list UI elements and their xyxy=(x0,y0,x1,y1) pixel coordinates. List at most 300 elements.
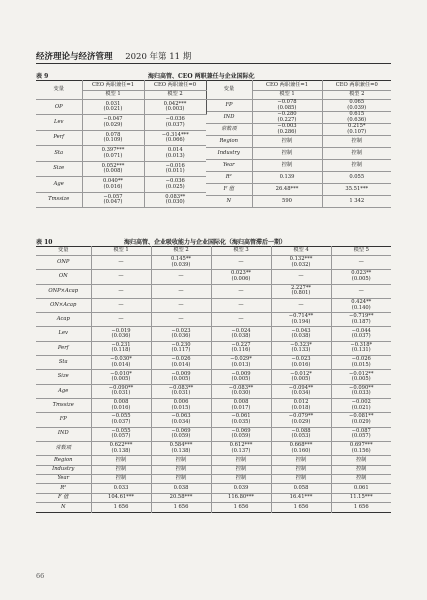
table-row xyxy=(36,398,391,412)
table10-cell xyxy=(331,503,391,512)
table10-cell xyxy=(91,484,151,493)
table9-var-label: 常数项 xyxy=(206,124,252,136)
table9-cell xyxy=(322,100,391,112)
cell-text: (0.015) xyxy=(351,361,371,368)
cell-text: 0.615 xyxy=(349,111,365,118)
cell-text: (0.005) xyxy=(171,376,191,383)
cell-text: (0.037) xyxy=(111,418,131,425)
table10-cell xyxy=(331,474,391,483)
table10-cell xyxy=(271,493,331,502)
cell-text: 0.038 xyxy=(173,484,189,491)
table-row xyxy=(36,384,391,398)
table-row xyxy=(36,465,391,474)
table9-col-dual1-right: CEO 两职兼任=1 xyxy=(252,81,322,91)
cell-text: 1 656 xyxy=(233,503,249,510)
table9-cell xyxy=(144,192,206,207)
cell-text: — xyxy=(178,316,184,323)
cell-text: (0.021) xyxy=(103,106,123,113)
table10-cell xyxy=(151,384,211,398)
table10-cell xyxy=(331,484,391,493)
cell-text: (0.286) xyxy=(277,128,297,135)
table9-var-label: FP xyxy=(206,100,252,112)
table10-cell xyxy=(271,441,331,455)
table9-var-label: IND xyxy=(206,112,252,124)
table10-cell xyxy=(91,427,151,441)
table-row xyxy=(36,284,391,298)
cell-text: 控制 xyxy=(351,149,362,156)
cell-text: −0.055 xyxy=(111,413,131,420)
running-header xyxy=(36,50,191,62)
cell-text: −0.323* xyxy=(290,341,312,348)
table10-var-label: ONP xyxy=(36,256,91,270)
table10-col-model-4: 模型 4 xyxy=(271,247,331,256)
table9-cell xyxy=(322,172,391,184)
cell-text: (0.133) xyxy=(291,347,311,354)
cell-text: (0.014) xyxy=(111,361,131,368)
table9-var-label: F 值 xyxy=(206,184,252,196)
table10 xyxy=(36,246,391,513)
table10-cell xyxy=(331,384,391,398)
table10-cell xyxy=(331,356,391,370)
cell-text: −0.026 xyxy=(171,356,191,363)
table10-cell xyxy=(271,298,331,312)
cell-text: 35.51*** xyxy=(345,186,369,192)
cell-text: (0.039) xyxy=(347,104,367,111)
table10-cell xyxy=(331,298,391,312)
cell-text: (0.011) xyxy=(165,168,185,175)
cell-text: −0.063 xyxy=(171,413,191,420)
cell-text: — xyxy=(298,273,304,280)
cell-text: −0.280 xyxy=(277,111,297,118)
table10-cell xyxy=(91,474,151,483)
table10-var-label: Industry xyxy=(36,465,91,474)
table10-cell xyxy=(331,284,391,298)
table9-model-label: 模型 2 xyxy=(144,91,206,100)
table10-cell xyxy=(151,298,211,312)
cell-text: — xyxy=(238,301,244,308)
table10-cell xyxy=(331,270,391,284)
cell-text: (0.071) xyxy=(103,152,123,159)
table9-cell xyxy=(252,112,322,124)
table10-cell xyxy=(91,384,151,398)
table10-cell xyxy=(271,327,331,341)
table9-cell xyxy=(144,130,206,145)
table9-cell xyxy=(252,124,322,136)
cell-text: 控制 xyxy=(281,149,293,156)
cell-text: (0.029) xyxy=(351,418,371,425)
cell-text: (0.047) xyxy=(103,199,123,206)
cell-text: −0.090** xyxy=(108,384,134,391)
cell-text: −0.036 xyxy=(165,178,185,185)
table9-cell xyxy=(82,115,144,130)
table10-cell xyxy=(151,441,211,455)
cell-text: (0.131) xyxy=(351,347,371,354)
cell-text: (0.057) xyxy=(111,433,131,440)
cell-text: 控制 xyxy=(351,161,362,168)
table10-var-label: ON×Acap xyxy=(36,298,91,312)
table-row xyxy=(36,370,391,384)
cell-text: 16.41*** xyxy=(289,494,313,501)
table10-cell xyxy=(91,456,151,465)
table10-var-label: FP xyxy=(36,413,91,427)
table-row xyxy=(36,298,391,312)
cell-text: 控制 xyxy=(115,466,127,473)
table10-var-label: Lev xyxy=(36,327,91,341)
table9-cell xyxy=(322,124,391,136)
cell-text: — xyxy=(358,287,364,294)
table9-title: 海归高管、CEO 两职兼任与企业国际化 xyxy=(148,73,255,80)
cell-text: (0.059) xyxy=(231,433,251,440)
cell-text: — xyxy=(118,258,124,265)
cell-text: (0.033) xyxy=(351,390,371,397)
table10-cell xyxy=(211,398,271,412)
table9-var-label: Industry xyxy=(206,148,252,160)
table10-cell xyxy=(331,427,391,441)
cell-text: 0.039 xyxy=(233,484,249,491)
cell-text: — xyxy=(238,316,244,323)
cell-text: 0.065 xyxy=(349,99,365,106)
table9-cell xyxy=(82,192,144,207)
cell-text: −0.094** xyxy=(288,384,314,391)
table10-cell xyxy=(151,493,211,502)
cell-text: (0.003) xyxy=(165,106,185,113)
cell-text: 0.612*** xyxy=(229,442,253,449)
cell-text: −0.044 xyxy=(351,327,371,334)
table10-var-label: N xyxy=(36,503,91,512)
cell-text: −0.016 xyxy=(165,162,185,169)
table9-model-label: 模型 2 xyxy=(322,91,391,100)
cell-text: 0.031 xyxy=(105,100,121,107)
table10-cell xyxy=(151,503,211,512)
table10-cell xyxy=(271,284,331,298)
table-row xyxy=(36,270,391,284)
table10-var-label: Region xyxy=(36,456,91,465)
table10-cell xyxy=(271,384,331,398)
cell-text: (0.017) xyxy=(231,404,251,411)
cell-text: 控制 xyxy=(295,466,307,473)
table10-cell xyxy=(211,298,271,312)
table10-cell xyxy=(151,456,211,465)
table10-cell xyxy=(211,327,271,341)
cell-text: (0.005) xyxy=(231,376,251,383)
cell-text: (0.016) xyxy=(103,183,123,190)
cell-text: 0.008 xyxy=(113,399,129,406)
table10-cell xyxy=(331,456,391,465)
table10-cell xyxy=(211,384,271,398)
table9-cell xyxy=(144,115,206,130)
cell-text: (0.030) xyxy=(231,390,251,397)
cell-text: 11.15*** xyxy=(349,494,373,501)
cell-text: 0.424** xyxy=(351,299,372,306)
table10-cell xyxy=(211,341,271,355)
cell-text: (0.005) xyxy=(291,376,311,383)
cell-text: (0.801) xyxy=(291,290,311,297)
table10-var-label: Year xyxy=(36,474,91,483)
cell-text: 0.397*** xyxy=(101,147,125,154)
table9-cell xyxy=(82,100,144,115)
table10-cell xyxy=(91,284,151,298)
cell-text: 控制 xyxy=(351,137,362,144)
cell-text: −0.012** xyxy=(349,370,374,377)
cell-text: −0.087 xyxy=(351,427,371,434)
cell-text: (0.038) xyxy=(291,333,311,340)
table9-cell xyxy=(322,148,391,160)
cell-text: −0.024 xyxy=(231,327,251,334)
cell-text: −0.036 xyxy=(165,116,185,123)
cell-text: (0.636) xyxy=(347,116,367,123)
cell-text: — xyxy=(178,301,184,308)
cell-text: −0.069 xyxy=(171,427,191,434)
table9-var-label: Lev xyxy=(36,115,82,130)
cell-text: 控制 xyxy=(281,161,293,168)
cell-text: (0.021) xyxy=(351,404,371,411)
cell-text: −0.083** xyxy=(228,384,254,391)
cell-text: (0.030) xyxy=(165,199,185,206)
table10-cell xyxy=(91,256,151,270)
cell-text: 控制 xyxy=(235,475,247,482)
table9-cell xyxy=(82,130,144,145)
cell-text: (0.053) xyxy=(291,433,311,440)
cell-text: 控制 xyxy=(356,466,367,473)
cell-text: 控制 xyxy=(175,466,187,473)
cell-text: (0.036) xyxy=(171,333,191,340)
table10-cell xyxy=(91,441,151,455)
cell-text: (0.016) xyxy=(111,404,131,411)
cell-text: — xyxy=(118,316,124,323)
table10-cell xyxy=(331,413,391,427)
cell-text: (0.117) xyxy=(171,347,191,354)
cell-text: −0.002 xyxy=(351,399,371,406)
cell-text: 0.668*** xyxy=(289,442,313,449)
table10-cell xyxy=(211,456,271,465)
cell-text: (0.057) xyxy=(351,433,371,440)
cell-text: 0.622*** xyxy=(109,442,133,449)
cell-text: −0.079** xyxy=(288,413,314,420)
cell-text: (0.194) xyxy=(291,318,311,325)
table10-cell xyxy=(271,356,331,370)
table10-cell xyxy=(151,313,211,327)
cell-text: 0.132*** xyxy=(289,256,313,263)
table9-var-label: OP xyxy=(36,100,82,115)
cell-text: (0.005) xyxy=(351,275,371,282)
cell-text: 1 656 xyxy=(353,503,369,510)
cell-text: (0.116) xyxy=(231,347,251,354)
table9-model-label: 模型 1 xyxy=(82,91,144,100)
cell-text: 控制 xyxy=(115,475,127,482)
table10-var-label: Sta xyxy=(36,356,91,370)
cell-text: 控制 xyxy=(115,456,127,463)
cell-text: −0.231 xyxy=(111,341,131,348)
cell-text: (0.160) xyxy=(291,447,311,454)
table10-cell xyxy=(331,441,391,455)
cell-text: −0.047 xyxy=(103,116,123,123)
cell-text: 控制 xyxy=(356,456,367,463)
cell-text: 控制 xyxy=(235,456,247,463)
cell-text: 0.023** xyxy=(230,270,252,277)
cell-text: 0.058 xyxy=(293,484,309,491)
table-row xyxy=(36,427,391,441)
table9-cell xyxy=(252,196,322,208)
cell-text: −0.057 xyxy=(103,193,123,200)
table9-var-label: N xyxy=(206,196,252,208)
cell-text: (0.118) xyxy=(111,347,131,354)
table9-cell xyxy=(144,146,206,161)
cell-text: — xyxy=(118,287,124,294)
cell-text: 0.012 xyxy=(293,399,309,406)
cell-text: (0.031) xyxy=(111,390,131,397)
table10-cell xyxy=(91,413,151,427)
table9-var-label: R² xyxy=(206,172,252,184)
table10-col-model-3: 模型 3 xyxy=(211,247,271,256)
table10-cell xyxy=(91,341,151,355)
table10-var-label: 常数项 xyxy=(36,441,91,455)
cell-text: −0.026 xyxy=(351,356,371,363)
cell-text: −0.012* xyxy=(290,370,312,377)
table10-cell xyxy=(331,256,391,270)
table9-cell xyxy=(82,161,144,176)
table10-cell xyxy=(211,441,271,455)
cell-text: — xyxy=(118,273,124,280)
cell-text: 0.014 xyxy=(167,147,183,154)
cell-text: — xyxy=(178,287,184,294)
cell-text: 1 656 xyxy=(293,503,309,510)
table10-cell xyxy=(211,465,271,474)
cell-text: (0.034) xyxy=(171,418,191,425)
table10-cell xyxy=(331,493,391,502)
cell-text: 0.033 xyxy=(113,484,129,491)
cell-text: 590 xyxy=(282,198,292,205)
cell-text: (0.187) xyxy=(351,318,371,325)
cell-text: −0.010* xyxy=(110,370,132,377)
cell-text: 1 342 xyxy=(349,198,365,205)
cell-text: −0.029* xyxy=(230,356,252,363)
cell-text: 0.697*** xyxy=(349,442,373,449)
table10-cell xyxy=(151,413,211,427)
cell-text: (0.013) xyxy=(165,152,185,159)
table-row xyxy=(36,413,391,427)
cell-text: −0.009 xyxy=(231,370,251,377)
table9-col-var-right: 变量 xyxy=(206,81,252,100)
table9-cell xyxy=(252,172,322,184)
header-rule xyxy=(36,63,391,64)
table-row xyxy=(36,341,391,355)
table10-cell xyxy=(211,427,271,441)
cell-text: (0.037) xyxy=(351,333,371,340)
cell-text: 0.023** xyxy=(351,270,372,277)
table-row xyxy=(36,474,391,483)
table9-var-label: Perf xyxy=(36,130,82,145)
table10-cell xyxy=(271,313,331,327)
cell-text: (0.156) xyxy=(351,447,371,454)
table10-var-label: IND xyxy=(36,427,91,441)
table9-cell xyxy=(322,184,391,196)
table10-cell xyxy=(151,327,211,341)
table10-cell xyxy=(271,484,331,493)
cell-text: (0.059) xyxy=(171,433,191,440)
table10-col-model-1: 模型 1 xyxy=(91,247,151,256)
cell-text: (0.005) xyxy=(111,376,131,383)
table10-cell xyxy=(151,398,211,412)
cell-text: (0.008) xyxy=(103,168,123,175)
table-row xyxy=(36,441,391,455)
table9-model-label: 模型 1 xyxy=(252,91,322,100)
issue-label: 2020 年第 11 期 xyxy=(125,52,192,62)
cell-text: −0.314*** xyxy=(161,131,189,138)
table10-cell xyxy=(271,398,331,412)
cell-text: (0.005) xyxy=(351,376,371,383)
cell-text: 控制 xyxy=(175,456,187,463)
table10-col-model-2: 模型 2 xyxy=(151,247,211,256)
table9-col-dual1-left: CEO 两职兼任=1 xyxy=(82,81,144,91)
cell-text: −0.009 xyxy=(171,370,191,377)
cell-text: (0.109) xyxy=(103,137,123,144)
table10-var-label: R² xyxy=(36,484,91,493)
table10-cell xyxy=(151,270,211,284)
table9-cell xyxy=(322,136,391,148)
table10-cell xyxy=(91,493,151,502)
table10-cell xyxy=(91,270,151,284)
cell-text: −0.227 xyxy=(231,341,251,348)
cell-text: −0.023 xyxy=(171,327,191,334)
cell-text: 控制 xyxy=(295,456,307,463)
table10-cell xyxy=(151,370,211,384)
table-row xyxy=(36,327,391,341)
table10-cell xyxy=(91,313,151,327)
table9-cell xyxy=(252,148,322,160)
table10-cell xyxy=(211,313,271,327)
table10-cell xyxy=(271,474,331,483)
cell-text: 控制 xyxy=(235,466,247,473)
table10-cell xyxy=(331,341,391,355)
cell-text: (0.107) xyxy=(347,128,367,135)
cell-text: −0.090** xyxy=(349,384,374,391)
table10-cell xyxy=(271,503,331,512)
cell-text: 104.61*** xyxy=(108,494,134,501)
table10-cell xyxy=(331,398,391,412)
table10-cell xyxy=(91,465,151,474)
cell-text: −0.043 xyxy=(291,327,311,334)
table-row xyxy=(36,356,391,370)
table10-cell xyxy=(211,503,271,512)
table9-cell xyxy=(252,136,322,148)
cell-text: 0.215* xyxy=(348,123,366,130)
cell-text: 2.227** xyxy=(290,284,312,291)
cell-text: — xyxy=(238,287,244,294)
table10-var-label: ON xyxy=(36,270,91,284)
table10-cell xyxy=(91,398,151,412)
table10-var-label: Size xyxy=(36,370,91,384)
table10-body xyxy=(36,256,391,513)
cell-text: 0.145** xyxy=(170,256,192,263)
table10-cell xyxy=(331,465,391,474)
table9-label: 表 9 xyxy=(36,73,49,80)
cell-text: 0.061 xyxy=(353,484,369,491)
table10-label: 表 10 xyxy=(36,239,53,246)
cell-text: 0.083** xyxy=(165,193,186,200)
table10-cell xyxy=(271,427,331,441)
table10-var-label: Age xyxy=(36,384,91,398)
cell-text: (0.034) xyxy=(291,390,311,397)
table10-cell xyxy=(211,270,271,284)
cell-text: −0.083** xyxy=(168,384,194,391)
table10-cell xyxy=(211,256,271,270)
table10-cell xyxy=(91,327,151,341)
table9-cell xyxy=(144,161,206,176)
cell-text: −0.003 xyxy=(277,123,297,130)
table10-var-label: Tmssize xyxy=(36,398,91,412)
table10-cell xyxy=(91,503,151,512)
cell-text: 控制 xyxy=(356,475,367,482)
